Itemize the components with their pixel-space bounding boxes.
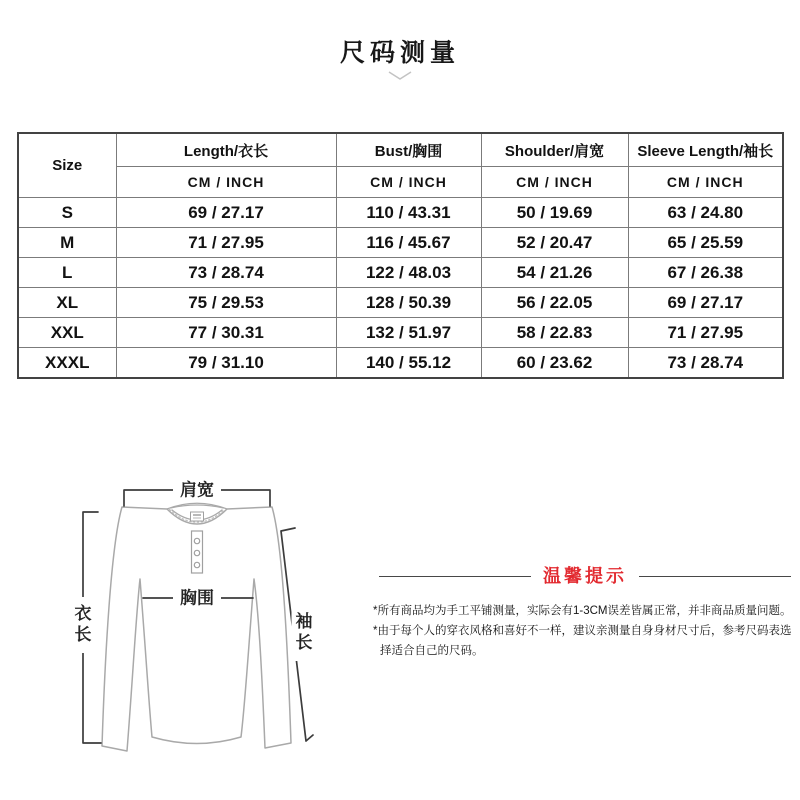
bust-cell: 110 / 43.31 (336, 198, 481, 228)
col-header-shoulder: Shoulder/肩宽 (481, 133, 628, 167)
size-cell: XXXL (18, 348, 116, 379)
sleeve-cell: 67 / 26.38 (628, 258, 783, 288)
length-cell: 75 / 29.53 (116, 288, 336, 318)
table-row (18, 288, 783, 318)
unit-cell: CM / INCH (116, 167, 336, 198)
table-row (18, 258, 783, 288)
unit-cell: CM / INCH (481, 167, 628, 198)
shoulder-cell: 58 / 22.83 (481, 318, 628, 348)
length-cell: 77 / 30.31 (116, 318, 336, 348)
col-header-size: Size (18, 133, 116, 198)
table-row (18, 318, 783, 348)
tips-divider-left (379, 576, 531, 577)
tips-divider-right (639, 576, 791, 577)
sleeve-cell: 71 / 27.95 (628, 318, 783, 348)
table-row (18, 228, 783, 258)
shoulder-cell: 54 / 21.26 (481, 258, 628, 288)
label-sleeve-length: 袖长 (292, 605, 313, 661)
size-cell: L (18, 258, 116, 288)
length-cell: 73 / 28.74 (116, 258, 336, 288)
unit-cell: CM / INCH (336, 167, 481, 198)
chevron-down-icon (388, 71, 412, 81)
sleeve-cell: 63 / 24.80 (628, 198, 783, 228)
size-cell: XL (18, 288, 116, 318)
bust-cell: 132 / 51.97 (336, 318, 481, 348)
page-title: 尺码测量 (339, 39, 460, 67)
label-garment-length: 衣长 (71, 597, 92, 653)
tips-section (373, 566, 797, 661)
table-row (18, 348, 783, 379)
shoulder-cell: 50 / 19.69 (481, 198, 628, 228)
col-header-bust: Bust/胸围 (336, 133, 481, 167)
label-bust: 胸围 (173, 588, 221, 609)
size-cell: S (18, 198, 116, 228)
bust-cell: 140 / 55.12 (336, 348, 481, 379)
table-row (18, 198, 783, 228)
length-cell: 71 / 27.95 (116, 228, 336, 258)
table-header-row (18, 133, 783, 167)
label-shoulder-width: 肩宽 (173, 480, 221, 501)
shirt-measurement-diagram (55, 475, 345, 775)
tips-header (373, 566, 797, 588)
collar-label (191, 512, 204, 521)
length-cell: 69 / 27.17 (116, 198, 336, 228)
col-header-sleeve: Sleeve Length/袖长 (628, 133, 783, 167)
shoulder-cell: 60 / 23.62 (481, 348, 628, 379)
bust-cell: 116 / 45.67 (336, 228, 481, 258)
size-table (17, 132, 784, 379)
unit-cell: CM / INCH (628, 167, 783, 198)
size-cell: M (18, 228, 116, 258)
sleeve-cell: 65 / 25.59 (628, 228, 783, 258)
size-cell: XXL (18, 318, 116, 348)
tips-item: *所有商品均为手工平铺测量，实际会有1-3CM误差皆属正常，并非商品质量问题。 (373, 604, 792, 617)
col-header-length: Length/衣长 (116, 133, 336, 167)
tips-title: 温馨提示 (543, 566, 627, 586)
shoulder-cell: 52 / 20.47 (481, 228, 628, 258)
sleeve-cell: 73 / 28.74 (628, 348, 783, 379)
bust-cell: 122 / 48.03 (336, 258, 481, 288)
tips-item: *由于每个人的穿衣风格和喜好不一样，建议亲测量自身身材尺寸后，参考尺码表选择适合自己的尺码。 (373, 624, 792, 657)
table-units-row (18, 167, 783, 198)
length-cell: 79 / 31.10 (116, 348, 336, 379)
bust-cell: 128 / 50.39 (336, 288, 481, 318)
sleeve-cell: 69 / 27.17 (628, 288, 783, 318)
shoulder-cell: 56 / 22.05 (481, 288, 628, 318)
